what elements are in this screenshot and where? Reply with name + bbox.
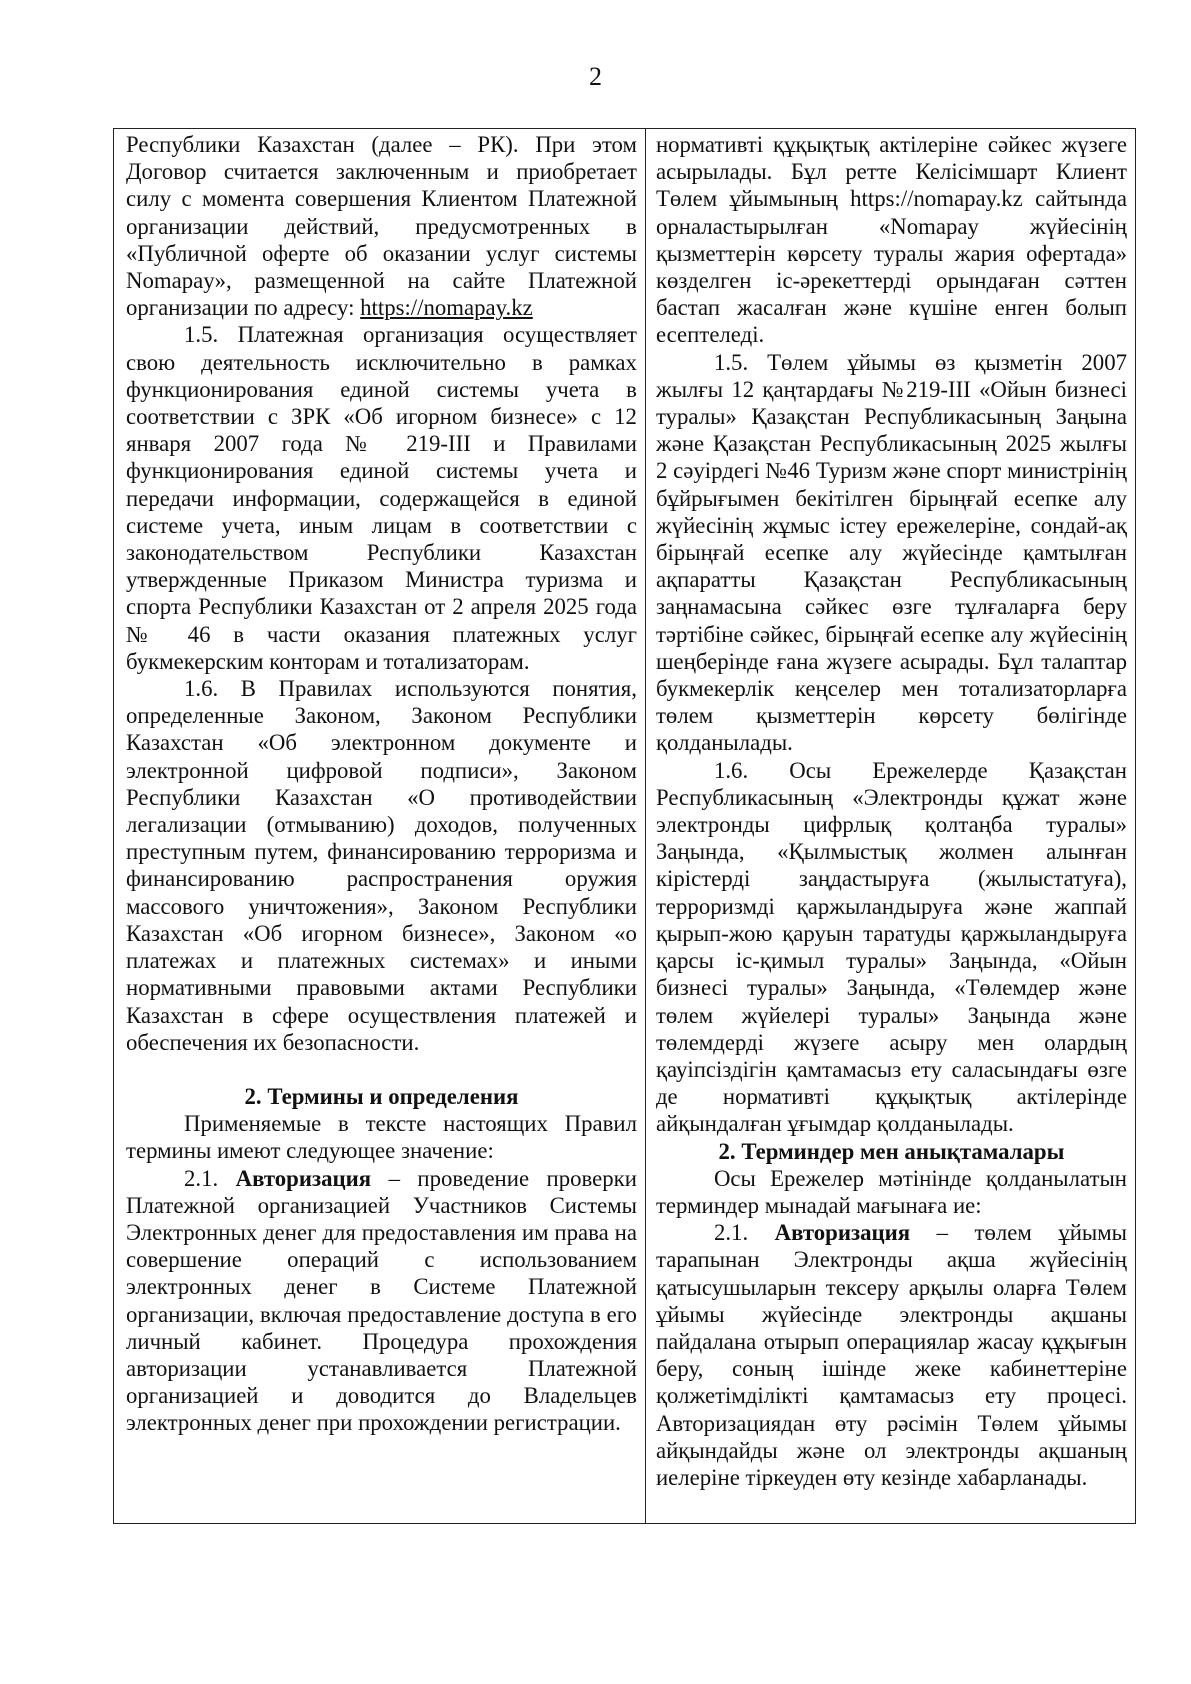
paragraph-1-6: 1.6. Осы Ережелерде Қазақстан Республикасының «Электронды құжат және электронды цифрлық қолтаңба туралы» Заңында, «Қылмыстық жолмен алынған кірістерді заңдастыруға (жылыстатуға), терроризмді қаржыландыруға және жаппай қырып-жою қаруын таратуды қаржыландыруға қарсы іс-қимыл туралы» Заңында, «Ойын бизнесі туралы» Заңында, «Төлемдер және төлем жүйелері туралы» Заңында және төлемдерді жүзеге асыру мен олардың қауіпсіздігін қамтамасыз ету саласындағы өзге де нормативті құқықтық актілерінде айқындалған ұғымдар қолданылады.: [655, 757, 1127, 1137]
kazakh-column: [646, 129, 1135, 1523]
paragraph-2-1: [126, 1165, 637, 1437]
paragraph-1-5: 1.5. Төлем ұйымы өз қызметін 2007 жылғы 12 қаңтардағы №219-III «Ойын бизнесі туралы» Қазақстан Республикасының Заңына және Қазақстан Республикасының 2025 жылғы 2 сәуірдегі №46 Туризм және спорт министрінің бұйрығымен бекітілген бірыңғай есепке алу жүйесінің жұмыс істеу ережелеріне, сондай-ақ бірыңғай есепке алу жүйесінде қамтылған ақпаратты Қазақстан Республикасының заңнамасына сәйкес өзге тұлғаларға беру тәртібіне сәйкес, бірыңғай есепке алу жүйесінің шеңберінде ғана жүзеге асырады. Бұл талаптар букмекерлік кеңселер мен тотализаторларға төлем қызметтерін көрсету бөлігінде қолданылады.: [655, 349, 1127, 756]
paragraph-contract-continuation: [126, 131, 637, 321]
paragraph-2-1: [656, 1219, 1127, 1491]
paragraph-text: Республики Казахстан (далее – РК). При этом Договор считается заключенным и приобретает силу с момента совершения Клиентом Платежной организации действий, предусмотренных в «Публичной оферте об оказании услуг системы Nomapay», размещенной на сайте Платежной организации по адресу:: [126, 132, 637, 321]
bilingual-text-table: [113, 128, 1136, 1524]
page-number: 2: [589, 62, 602, 91]
paragraph-terms-intro: Осы Ережелер мәтінінде қолданылатын терминдер мынадай мағынаға ие:: [655, 1165, 1127, 1218]
paragraph-1-5: 1.5. Платежная организация осуществляет свою деятельность исключительно в рамках функционирования единой системы учета в соответствии с ЗРК «Об игорном бизнесе» с 12 января 2007 года № 219-III и Правилами функционирования единой системы учета и передачи информации, содержащейся в единой системе учета, иным лицам в соответствии с законодательством Республики Казахстан утвержденные Приказом Министра туризма и спорта Республики Казахстан от 2 апреля 2025 года № 46 в части оказания платежных услуг букмекерским конторам и тотализаторам.: [126, 322, 637, 674]
section-heading: 2. Термины и определения: [244, 1083, 519, 1109]
clause-number: 2.1.: [713, 1220, 749, 1246]
nomapay-link[interactable]: https://nomapay.kz: [360, 295, 533, 321]
section-heading: 2. Терминдер мен анықтамалары: [718, 1138, 1065, 1164]
russian-column: [114, 129, 646, 1523]
term-definition: – проведение проверки Платежной организацией Участников Системы Электронных денег для предоставления им права на совершение операций с использованием электронных денег в Системе Платежной организации, включая предоставление доступа в его личный кабинет. Процедура прохождения авторизации устанавливается Платежной организацией и доводится до Владельцев электронных денег при прохождении регистрации.: [126, 1165, 637, 1436]
paragraph-1-6: 1.6. В Правилах используются понятия, определенные Законом, Законом Республики Казахстан «Об электронном документе и электронной цифровой подписи», Законом Республики Казахстан «О противодействии легализации (отмыванию) доходов, полученных преступным путем, финансированию терроризма и финансированию распространения оружия массового уничтожения», Законом Республики Казахстан «Об игорном бизнесе», Законом «о платежах и платежных системах» и иными нормативными правовыми актами Республики Казахстан в сфере осуществления платежей и обеспечения их безопасности.: [126, 676, 637, 1055]
clause-number: 2.1.: [184, 1165, 219, 1191]
term-authorization: Авторизация: [235, 1165, 372, 1191]
term-authorization: Авторизация: [774, 1220, 911, 1246]
paragraph-contract-continuation: нормативті құқықтық актілеріне сәйкес жүзеге асырылады. Бұл ретте Келісімшарт Клиент Төлем ұйымының https://nomapay.kz сайтында орналастырылған «Nomapay жүйесінің қызметтерін көрсету туралы жария офертада» көзделген іс-әрекеттерді орындаған сәттен бастап жасалған және күшіне енген болып есептеледі.: [655, 132, 1127, 348]
paragraph-terms-intro: Применяемые в тексте настоящих Правил термины имеют следующее значение:: [126, 1111, 637, 1164]
term-definition: – төлем ұйымы тарапынан Электронды ақша жүйесінің қатысушыларын тексеру арқылы оларға Төлем ұйымы жүйесінде электронды ақшаны пайдалана отырып операциялар жасау құқығын беру, соның ішінде жеке кабинеттеріне қолжетімділікті қамтамасыз ету процесі. Авторизациядан өту рәсімін Төлем ұйымы айқындайды және ол электронды ақшаның иелеріне тіркеуден өту кезінде хабарланады.: [655, 1220, 1127, 1490]
